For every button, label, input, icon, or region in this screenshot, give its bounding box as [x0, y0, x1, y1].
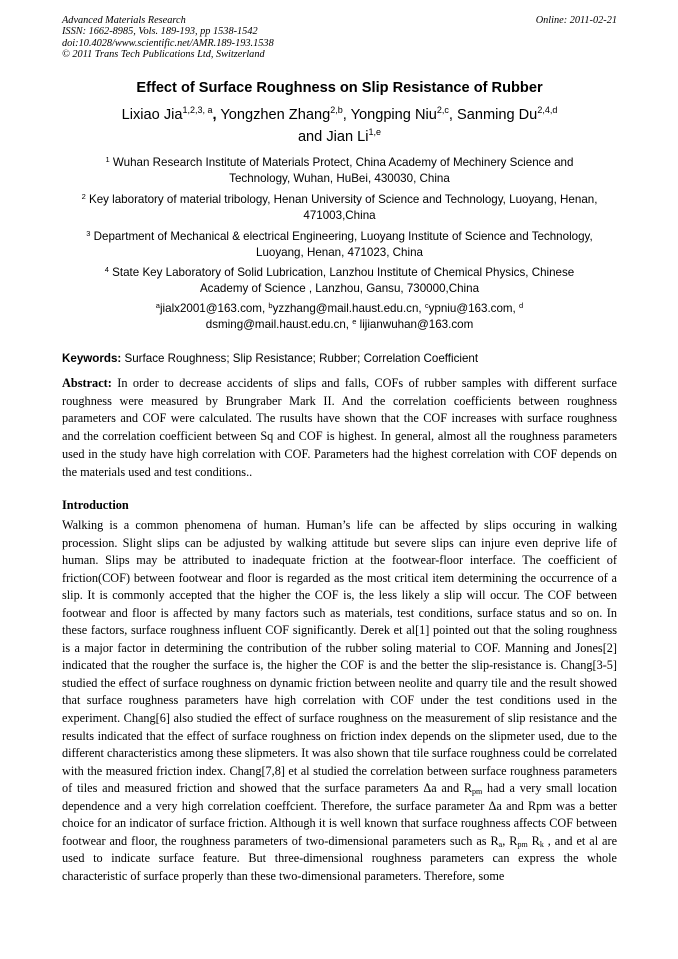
author-affil-sup: 2,4,d	[537, 105, 558, 115]
email-link[interactable]: ypniu@163.com,	[428, 302, 520, 315]
abstract	[62, 375, 617, 481]
author-name: Yongping Niu	[346, 107, 437, 123]
author-name: Lixiao Jia	[121, 107, 183, 123]
affiliation-text: Department of Mechanical & electrical Engineering, Luoyang Institute of Science and Technology,	[90, 230, 593, 243]
online-date: Online: 2011-02-21	[535, 15, 617, 26]
copyright-line: © 2011 Trans Tech Publications Ltd, Switzerland	[62, 49, 265, 61]
author-separator: ,	[212, 107, 217, 123]
doi-line: doi:10.4028/www.scientific.net/AMR.189-193.1538	[62, 37, 274, 49]
affiliation-number: 3	[86, 229, 91, 238]
introduction-paragraph	[62, 517, 617, 885]
author-list	[62, 104, 617, 148]
affiliation-line: Academy of Science , Lanzhou, Gansu, 730000,China	[199, 281, 480, 295]
body-text-segment: R	[527, 833, 540, 848]
body-text-segment: was a better choice for an indicator of surface friction. Although it is well known that surface roughness affects COF between footwear and floor, the roughness parameters of two-dimensional parameters such as R	[62, 798, 618, 848]
subscript: pm	[472, 787, 483, 797]
email-list	[62, 301, 617, 332]
affiliation-3	[62, 229, 617, 260]
email-sup: c	[424, 301, 429, 310]
abstract-text: In order to decrease accidents of slips and falls, COFs of rubber samples with different surface roughness were measured by Brungraber Mark II. And the correlation coefficients between roughness parameters and COF were calculated. The rusults have shown that the COF increases with surface roughness and the correlation coefficient between Sq and COF is highest. In general, almost all the roughness parameters used in the study have high correlation with COF. Parameters had the highest correlation with COF depends on the materials used and test conditions..	[62, 376, 617, 479]
affiliation-line: Technology, Wuhan, HuBei, 430030, China	[229, 171, 450, 185]
affiliation-line	[62, 155, 617, 171]
keywords-label: Keywords:	[62, 352, 122, 365]
email-link[interactable]: lijianwuhan@163.com	[356, 317, 474, 331]
keywords	[62, 352, 617, 365]
author-line-2	[62, 126, 617, 148]
subscript: a	[498, 839, 503, 849]
author-name: and Jian Li	[297, 129, 369, 145]
affiliation-line	[62, 229, 617, 245]
email-link[interactable]: yzzhang@mail.haust.edu.cn,	[272, 302, 425, 315]
body-text-segment: , R	[502, 833, 518, 848]
section-heading-introduction: Introduction	[62, 498, 129, 512]
keywords-text: Surface Roughness; Slip Resistance; Rubber; Correlation Coefficient	[121, 352, 479, 365]
issn-line: ISSN: 1662-8985, Vols. 189-193, pp 1538-1542	[62, 26, 258, 38]
author-name: Sanming Du	[452, 107, 538, 123]
email-link[interactable]: jialx2001@163.com,	[159, 302, 269, 315]
author-separator: ,	[448, 107, 453, 123]
affiliation-text: State Key Laboratory of Solid Lubrication, Lanzhou Institute of Chemical Physics, Chinese	[108, 266, 575, 279]
email-line-2	[62, 317, 617, 333]
email-sup: a	[155, 301, 160, 310]
journal-header	[62, 15, 617, 61]
author-affil-sup: 1,2,3, a	[182, 105, 213, 115]
subscript: pm	[517, 839, 528, 849]
affiliation-number: 1	[105, 155, 110, 164]
affiliation-2	[62, 192, 617, 223]
author-affil-sup: 2,b	[330, 105, 343, 115]
abstract-label: Abstract:	[62, 376, 112, 390]
author-name: Yongzhen Zhang	[216, 107, 331, 123]
affiliation-text: Wuhan Research Institute of Materials Protect, China Academy of Mechinery Science and	[109, 156, 574, 169]
affiliation-number: 4	[104, 265, 109, 274]
email-link[interactable]: dsming@mail.haust.edu.cn,	[205, 317, 353, 331]
author-affil-sup: 2,c	[436, 105, 449, 115]
body-text-segment: Walking is a common phenomena of human. Human’s life can be affected by slips occuring in walking procession. Slight slips can be adjusted by walking attitude but severe slips can injure even deprive life of human. Slips may be attributed to inadequate friction at the footwear-floor interface. The coefficient of friction(COF) between footwear and floor is regarded as the most critical item determining the occurrence of a slip. It is commonly accepted that the higher the COF is, the less likely a slip will occur. The COF between footwear and floor is affected by many factors such as materials, test conditions, surface status and so on. In these factors, surface roughness influent COF significantly. Derek et al[1] pointed out that the soling roughness is a major factor in determining the contribution of the rubber soling material to COF. Manning and Jones[2] indicated that the rougher the surface is, the higher the COF is and the better the slip-resistance is. Chang[3-5] studied the effect of surface roughness on dynamic friction between neolite and quarry tile and the result showed that surface roughness parameters have high correlation with COF under the test conditions used in the experiment. Chang[6] also studied the effect of surface roughness on the measurement of slip resistance and the results indicated that the effect of surface roughness on friction index depends on the slipmeter used, due to the different characteristics among these slipmeters. It was also shown that tile surface roughness could be correlated with the measured friction index. Chang[7,8] et al studied the correlation between surface roughness parameters of tiles and measured friction and showed that the surface parameters	[62, 518, 617, 796]
delta-symbol-text: Δa and Rpm	[488, 798, 552, 813]
affiliation-line	[62, 192, 617, 208]
email-line-1	[62, 301, 617, 317]
author-line-1	[62, 104, 617, 126]
affiliation-text: Key laboratory of material tribology, Henan University of Science and Technology, Luoyang, Henan,	[85, 193, 598, 206]
affiliation-line: 471003,China	[303, 208, 376, 222]
delta-symbol-text: Δa and R	[423, 781, 473, 796]
affiliation-number: 2	[81, 192, 86, 201]
affiliation-line: Luoyang, Henan, 471023, China	[256, 245, 423, 259]
author-separator: ,	[342, 107, 347, 123]
affiliation-line	[62, 265, 617, 281]
email-sup: e	[352, 316, 357, 326]
body-text-segment: , and et al are used to indicate surface feature. But three-dimensional roughness parameters can express the whole characteristic of surface properly than these two-dimensional parameters. Therefore, some	[62, 833, 618, 883]
email-sup: d	[519, 301, 524, 310]
subscript: k	[539, 839, 544, 849]
affiliation-4	[62, 265, 617, 296]
email-sup: b	[268, 301, 273, 310]
paper-title: Effect of Surface Roughness on Slip Resistance of Rubber	[136, 80, 543, 96]
affiliation-1	[62, 155, 617, 186]
author-affil-sup: 1,e	[368, 127, 382, 137]
body-text-segment: had a very small location dependence and a very high correlation coeffcient. Therefore, the surface parameter	[62, 781, 618, 813]
journal-name: Advanced Materials Research	[62, 15, 186, 26]
